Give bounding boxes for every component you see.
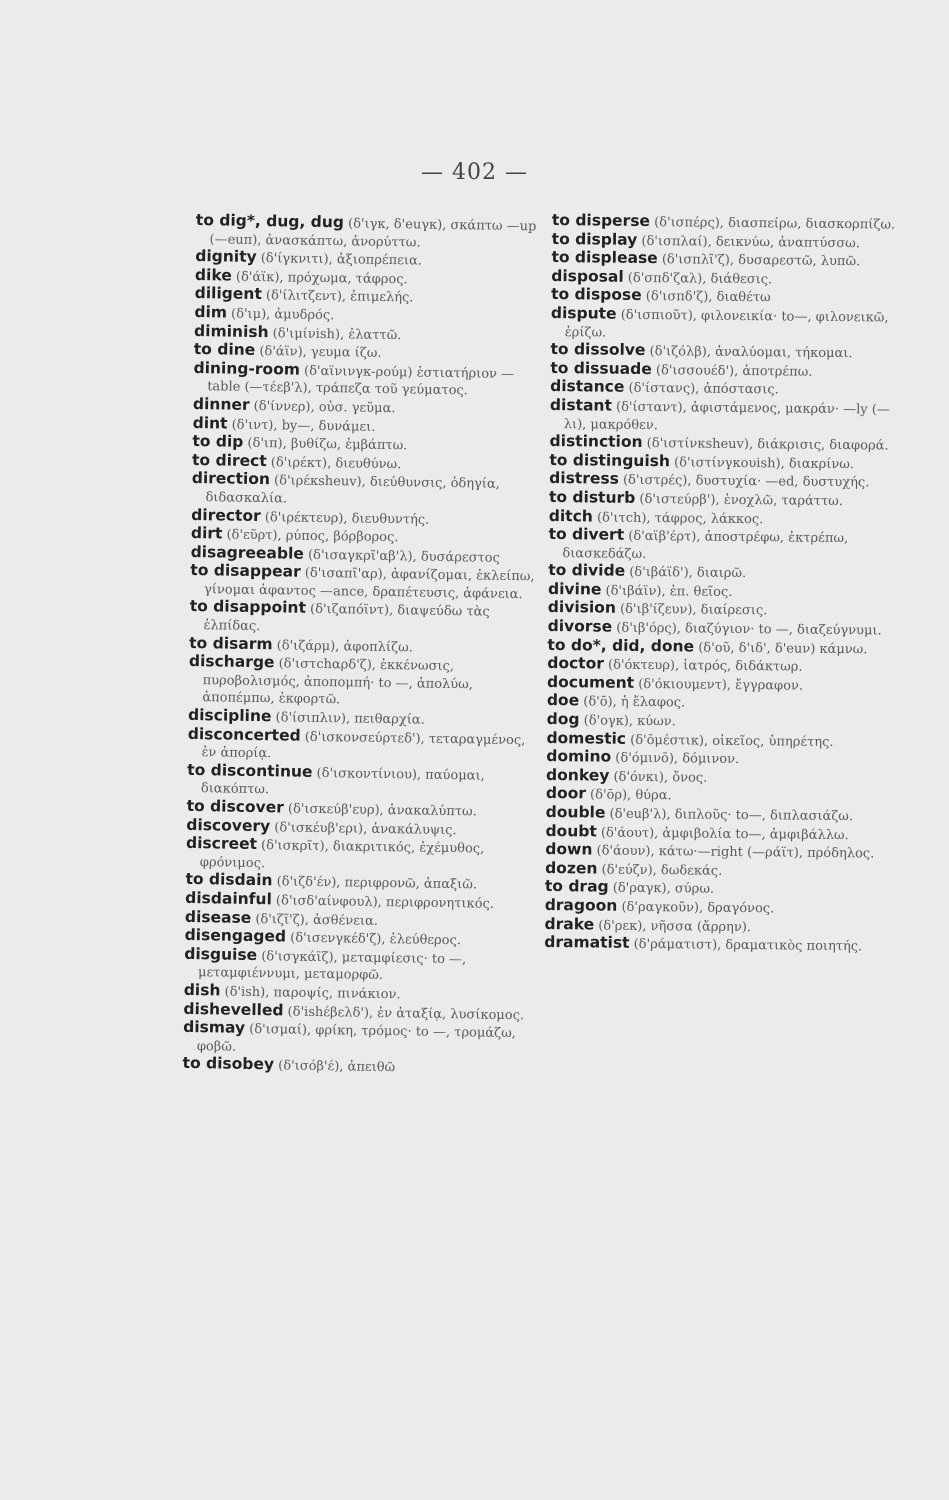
entry-definition: (δ'ισαγκρῖ'αβ'λ), δυσάρεστος xyxy=(307,547,500,566)
entry-definition: (δ'ιντ), by—, δυνάμει. xyxy=(231,417,376,435)
entry-headword: to disdain xyxy=(185,870,273,890)
entry-definition: (δ'άουτ), ἀμφιβολία to—, ἀμφιβάλλω. xyxy=(600,825,849,843)
entry-headword: dishevelled xyxy=(183,999,284,1020)
entry-definition: (δ'ίσιπλιν), πειθαρχία. xyxy=(275,710,425,728)
entry-definition: (δ'άϊν), γευμα ίζω. xyxy=(259,344,382,362)
entry-definition: (δ'ίννερ), οὐσ. γεῦμα. xyxy=(253,398,396,417)
entry-definition: (δ'ισόβ'έ), ἀπειθῶ xyxy=(278,1058,396,1076)
entry-headword: to drag xyxy=(544,877,609,897)
entry-headword: to disperse xyxy=(551,211,651,231)
entry-definition: (δ'ish), παροψίς, πινάκιον. xyxy=(224,984,401,1003)
entry-headword: distant xyxy=(549,395,613,415)
entry-headword: door xyxy=(545,784,587,803)
dictionary-column-right xyxy=(544,212,902,956)
entry-definition: (δ'ισκονσεύρτεδ'), τεταραγμένος, ἐν ἀπορίᾳ. xyxy=(201,729,526,762)
entry-definition: (δ'ιβ'ίζευν), διαίρεσις. xyxy=(619,602,768,619)
entry-definition: (δ'ισαπῖ'αρ), ἀφανίζομαι, ἐκλείπω, γίνομαι ἀφαντος —ance, δραπέτευσις, ἀφάνεια. xyxy=(203,566,535,603)
entry-definition: (δ'ιζόλβ), ἀναλύομαι, τήκομαι. xyxy=(649,344,853,362)
entry-definition: (δ'ō), ἡ ἔλαφος. xyxy=(583,694,686,711)
entry-definition: (δ'ιβάϊδ'), διαιρῶ. xyxy=(629,565,747,582)
entry-headword: donkey xyxy=(546,765,610,785)
entry-headword: to display xyxy=(551,229,638,249)
entry-definition: (δ'ιζάρμ), ἀφοπλίζω. xyxy=(276,637,413,656)
entry-definition: (δ'όκτευρ), ἰατρός, διδάκτωρ. xyxy=(607,657,803,675)
dictionary-entry xyxy=(551,305,901,345)
entry-headword: to disobey xyxy=(182,1054,275,1074)
entry-definition: (δ'άϊκ), πρόχωμα, τάφρος. xyxy=(235,269,408,288)
entry-headword: doubt xyxy=(545,821,597,841)
entry-definition: (δ'ιστρές), δυστυχία· —ed, δυστυχής. xyxy=(622,473,870,491)
entry-definition: (δ'ιπ), βυθίζω, ἐμβάπτω. xyxy=(247,435,408,454)
entry-definition: (δ'ισπλαί), δεικνύω, ἀναπτύσσω. xyxy=(641,233,860,251)
entry-headword: disdainful xyxy=(185,888,272,909)
entry-headword: dozen xyxy=(545,858,598,878)
dictionary-entry xyxy=(544,934,894,956)
entry-headword: domestic xyxy=(546,728,627,748)
entry-headword: disguise xyxy=(184,944,258,964)
entry-definition: (δ'ιρέκτ), διευθύνω. xyxy=(270,454,402,472)
entry-definition: (δ'ίσταντ), ἀφιστάμενος, μακράν· —ly (—λι), μακρόθεν. xyxy=(563,399,890,433)
entry-definition: (δ'ōμέστικ), οἰκεῖος, ὑπηρέτης. xyxy=(630,732,834,750)
entry-definition: (δ'ιβ'όρς), διαζύγιον· to —, διαζεύγνυμι. xyxy=(616,620,882,639)
entry-definition: (δ'ισπδ'ζ), διαθέτω xyxy=(645,289,771,306)
entry-definition: (δ'ιρέκsheuv), διεύθυνσις, ὁδηγία, διδασκαλία. xyxy=(205,473,500,507)
entry-headword: dismay xyxy=(183,1018,246,1037)
entry-headword: divine xyxy=(547,579,602,599)
entry-headword: down xyxy=(545,840,593,859)
entry-definition: (δ'ισγκάϊζ), μεταμφίεσις· to —, μεταμφιέννυμι, μεταμορφῶ. xyxy=(197,948,467,984)
entry-headword: discovery xyxy=(186,815,271,835)
entry-definition: (δ'ιρέκτευρ), διευθυντής. xyxy=(264,509,430,528)
entry-definition: (δ'euβ'λ), διπλοῦς· to—, διπλασιάζω. xyxy=(609,806,854,825)
entry-headword: to divert xyxy=(548,525,625,544)
entry-definition: (δ'ίστανς), ἀπόστασις. xyxy=(628,381,779,398)
entry-headword: diligent xyxy=(194,284,262,304)
entry-headword: distinction xyxy=(549,432,643,452)
entry-definition: (δ'ισδ'αίνφουλ), περιφρονητικός. xyxy=(275,893,495,912)
entry-definition: (δ'ισκρῖτ), διακριτικός, ἐχέμυθος, φρόνιμος. xyxy=(199,838,485,871)
entry-headword: distress xyxy=(549,469,619,489)
entry-definition: (δ'ιτch), τάφρος, λάκκος. xyxy=(596,509,764,527)
entry-headword: to dip xyxy=(192,432,244,451)
entry-headword: to disturb xyxy=(548,487,636,507)
entry-headword: dish xyxy=(183,980,221,1000)
entry-headword: distance xyxy=(550,377,625,397)
entry-definition: (δ'όνκι), ὄνος. xyxy=(613,769,708,786)
entry-headword: to dispose xyxy=(551,285,642,305)
entry-definition: (δ'ιζδ'έν), περιφρονῶ, ἀπαξιῶ. xyxy=(276,874,478,893)
entry-definition: (δ'αϊνινγκ-ρούμ) ἑστιατήριον —table (—τέεβ'λ), τράπεζα τοῦ γεύματος. xyxy=(207,363,515,399)
entry-headword: disengaged xyxy=(184,926,287,946)
entry-headword: director xyxy=(191,505,261,525)
entry-headword: dignity xyxy=(195,247,257,267)
entry-definition: (δ'ράματιστ), δραματικὸς ποιητής. xyxy=(633,937,863,955)
entry-definition: (δ'ιμίνish), ἐλαττῶ. xyxy=(272,325,402,343)
entry-definition: (δ'ιστίνκsheuv), διάκρισις, διαφορά. xyxy=(646,436,889,454)
entry-definition: (δ'ιστίνγκουish), διακρίνω. xyxy=(674,455,855,472)
entry-definition: (δ'ιζαπόϊντ), διαψεύδω τὰς ἐλπίδας. xyxy=(203,602,490,635)
entry-definition: (δ'ίγκνιτι), ἀξιοπρέπεια. xyxy=(260,251,423,269)
dictionary-column-left xyxy=(182,212,545,1079)
entry-definition: (δ'σπδ'ζαλ), διάθεσις. xyxy=(627,270,773,288)
dictionary-entry xyxy=(184,946,535,988)
entry-headword: direction xyxy=(191,469,271,489)
entry-definition: (δ'εύζν), δωδεκάς. xyxy=(601,862,723,879)
entry-headword: to dissolve xyxy=(550,340,646,360)
entry-headword: to dissuade xyxy=(550,358,652,378)
entry-definition: (δ'ογκ), κύων. xyxy=(583,713,676,730)
entry-headword: to direct xyxy=(191,450,267,470)
entry-headword: dint xyxy=(192,413,228,433)
entry-headword: dinner xyxy=(192,394,250,414)
entry-definition: (δ'ισπιοῦτ), φιλονεικία· to—, φιλονεικῶ, ἐρίζω. xyxy=(564,307,889,341)
entry-definition: (δ'ισκοντίνιου), παύομαι, διακόπτω. xyxy=(200,765,485,798)
entry-headword: dispute xyxy=(550,303,617,323)
entry-definition: (δ'εῦρτ), ρύπος, βόρβορος. xyxy=(226,527,399,546)
entry-headword: discreet xyxy=(185,834,258,854)
entry-definition: (δ'ισενγκέδ'ζ), ἐλεύθερος. xyxy=(290,930,462,949)
entry-definition: (δ'ρεκ), νῆσσα (ἄρρην). xyxy=(598,918,752,935)
entry-headword: dragoon xyxy=(544,895,618,915)
entry-headword: disagreeable xyxy=(190,542,305,563)
entry-definition: (δ'ραγκ), σύρω. xyxy=(612,881,715,898)
entry-headword: to do*, did, done xyxy=(547,635,695,656)
entry-headword: document xyxy=(546,672,635,692)
entry-headword: disposal xyxy=(551,266,624,286)
entry-definition: (δ'αϊβ'έρτ), ἀποστρέφω, ἐκτρέπω, διασκεδάζω. xyxy=(562,528,849,562)
entry-headword: dike xyxy=(194,265,232,285)
entry-definition: (δ'οῦ, δ'ιδ', δ'euν) κάμνω. xyxy=(698,640,868,657)
entry-headword: dog xyxy=(546,710,580,729)
entry-headword: dining-room xyxy=(193,358,301,379)
entry-headword: drake xyxy=(544,914,595,934)
entry-headword: to dine xyxy=(193,340,256,360)
entry-headword: divorse xyxy=(547,617,613,636)
entry-definition: (δ'ισσουέδ'), ἀποτρέπω. xyxy=(655,362,813,380)
entry-definition: (δ'άουν), κάτω·—right (—ράϊτ), πρόδηλος. xyxy=(596,843,875,862)
entry-headword: dramatist xyxy=(544,933,630,953)
entry-definition: (δ'ιστεύρβ'), ἐνοχλῶ, ταράττω. xyxy=(639,491,844,509)
entry-headword: to displease xyxy=(551,248,658,268)
entry-definition: (δ'ιγκ, δ'euγκ), σκάπτω —up (—euπ), ἀνασκάπτω, ἀνορύττω. xyxy=(209,216,537,251)
entry-headword: doe xyxy=(546,691,580,710)
entry-headword: dirt xyxy=(190,524,223,543)
entry-headword: discipline xyxy=(187,705,272,726)
entry-definition: (δ'ιμ), ἀμυδρός. xyxy=(230,306,335,324)
entry-definition: (δ'ιβάϊν), ἐπ. θεῖος. xyxy=(605,583,733,600)
entry-definition: (δ'ισπέρς), διασπείρω, διασκορπίζω. xyxy=(654,215,896,233)
entry-headword: to dig*, dug, dug xyxy=(195,211,345,232)
entry-headword: to discover xyxy=(186,796,284,817)
page-number: — 402 — xyxy=(421,160,528,185)
entry-headword: discharge xyxy=(188,652,275,672)
entry-definition: (δ'ιστchαρδ'ζ), ἐκκένωσις, πυροβολισμός, ἀποπομπή· to —, ἀπολύω, ἀποπέμπω, ἐκφορτῶ. xyxy=(202,656,474,708)
entry-definition: (δ'ισκέυβ'ερι), ἀνακάλυψις. xyxy=(274,819,457,838)
entry-definition: (δ'ισπλῖ'ζ), δυσαρεστῶ, λυπῶ. xyxy=(661,252,861,270)
entry-definition: (δ'ισμαί), φρίκη, τρόμος· to —, τρομάζω, φοβῶ. xyxy=(196,1022,516,1055)
entry-headword: double xyxy=(545,802,606,822)
dictionary-entry xyxy=(548,526,898,566)
entry-definition: (δ'ραγκοῦν), δραγόνος. xyxy=(621,899,775,917)
dictionary-entry xyxy=(188,653,539,712)
entry-headword: to distinguish xyxy=(549,450,671,470)
dictionary-entry xyxy=(550,397,900,437)
entry-definition: (δ'ishέβελδ'), ἐν ἀταξίᾳ, λυσίκομος. xyxy=(287,1004,525,1023)
entry-definition: (δ'όκιουμεντ), ἔγγραφον. xyxy=(638,676,804,694)
entry-headword: to disappoint xyxy=(189,597,307,618)
entry-headword: disease xyxy=(184,907,252,927)
entry-headword: diminish xyxy=(193,321,269,341)
entry-headword: division xyxy=(547,598,617,618)
entry-definition: (δ'ιζῖ'ζ), ἀσθένεια. xyxy=(255,911,379,929)
entry-headword: domino xyxy=(546,747,612,766)
entry-headword: to divide xyxy=(548,561,626,581)
entry-headword: to disarm xyxy=(189,633,273,653)
entry-definition: (δ'ōρ), θύρα. xyxy=(590,787,672,804)
entry-definition: (δ'ισκεύβ'ευρ), ἀνακαλύπτω. xyxy=(287,801,477,820)
entry-definition: (δ'όμινō), δόμινον. xyxy=(615,750,740,768)
entry-headword: doctor xyxy=(547,654,605,673)
entry-headword: to discontinue xyxy=(187,760,313,781)
entry-headword: to disappear xyxy=(190,561,301,581)
entry-headword: dim xyxy=(194,302,228,322)
entry-definition: (δ'ίλιτζεντ), ἐπιμελής. xyxy=(265,288,414,306)
entry-headword: disconcerted xyxy=(187,724,301,745)
entry-headword: ditch xyxy=(548,506,593,525)
